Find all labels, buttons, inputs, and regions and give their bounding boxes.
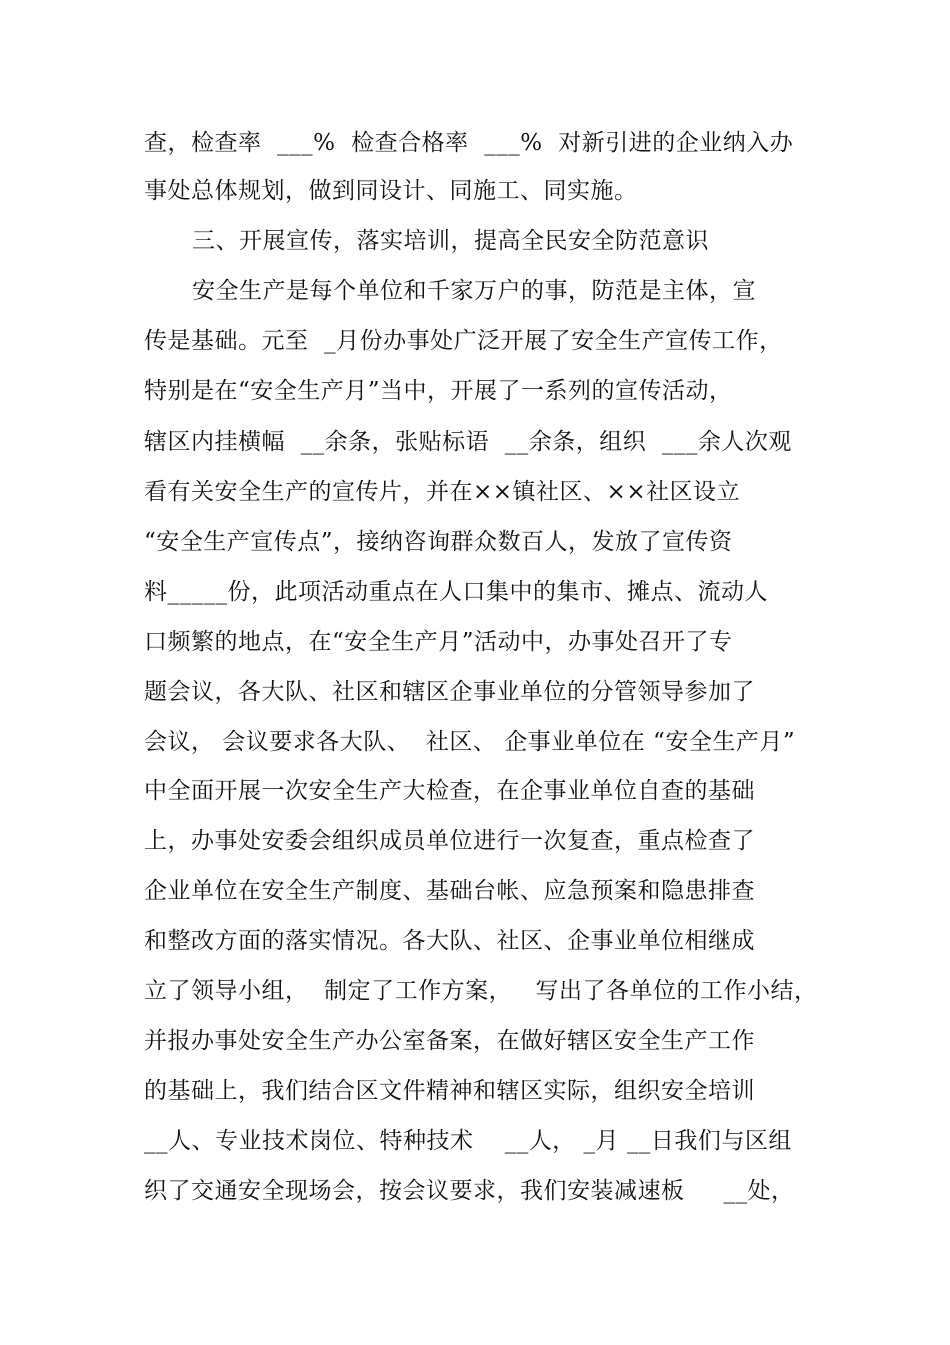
text-line: 立了领导小组， 制定了工作方案， 写出了各单位的工作小结， xyxy=(144,978,818,1004)
text-line: 上，办事处安委会组织成员单位进行一次复查，重点检查了 xyxy=(144,828,755,854)
text-line: 辖区内挂横幅 __余条，张贴标语 __余条，组织 ___余人次观 xyxy=(144,429,792,455)
text-line: 题会议，各大队、社区和辖区企事业单位的分管领导参加了 xyxy=(144,679,755,705)
text-line: 的基础上，我们结合区文件精神和辖区实际，组织安全培训 xyxy=(144,1078,755,1104)
text-line: 织了交通安全现场会，按会议要求，我们安装减速板 __处， xyxy=(144,1178,795,1204)
text-line: 查，检查率 ___% 检查合格率 ___% 对新引进的企业纳入办 xyxy=(144,130,794,156)
text-line: 和整改方面的落实情况。各大队、社区、企事业单位相继成 xyxy=(144,928,755,954)
text-line: 传是基础。元至 _月份办事处广泛开展了安全生产宣传工作， xyxy=(144,328,783,354)
text-line: 口频繁的地点，在“安全生产月”活动中，办事处召开了专 xyxy=(144,629,733,655)
text-line: 会议， 会议要求各大队、 社区、 企事业单位在 “安全生产月” xyxy=(144,729,796,755)
text-line: 并报办事处安全生产办公室备案，在做好辖区安全生产工作 xyxy=(144,1028,755,1054)
text-line: __人、专业技术岗位、特种技术 __人， _月 __日我们与区组 xyxy=(144,1128,792,1154)
text-line: 特别是在“安全生产月”当中，开展了一系列的宣传活动， xyxy=(144,378,733,404)
text-line: 企业单位在安全生产制度、基础台帐、应急预案和隐患排查 xyxy=(144,878,755,904)
text-line: 中全面开展一次安全生产大检查，在企事业单位自查的基础 xyxy=(144,778,755,804)
text-line: “安全生产宣传点”，接纳咨询群众数百人，发放了宣传资 xyxy=(144,529,733,555)
text-line: 料_____份，此项活动重点在人口集中的集市、摊点、流动人 xyxy=(144,579,768,605)
text-line: 事处总体规划，做到同设计、同施工、同实施。 xyxy=(144,178,638,204)
text-line: 安全生产是每个单位和千家万户的事，防范是主体，宣 xyxy=(192,278,756,304)
section-heading: 三、开展宣传，落实培训，提高全民安全防范意识 xyxy=(192,228,709,254)
text-line: 看有关安全生产的宣传片，并在××镇社区、××社区设立 xyxy=(144,479,741,505)
